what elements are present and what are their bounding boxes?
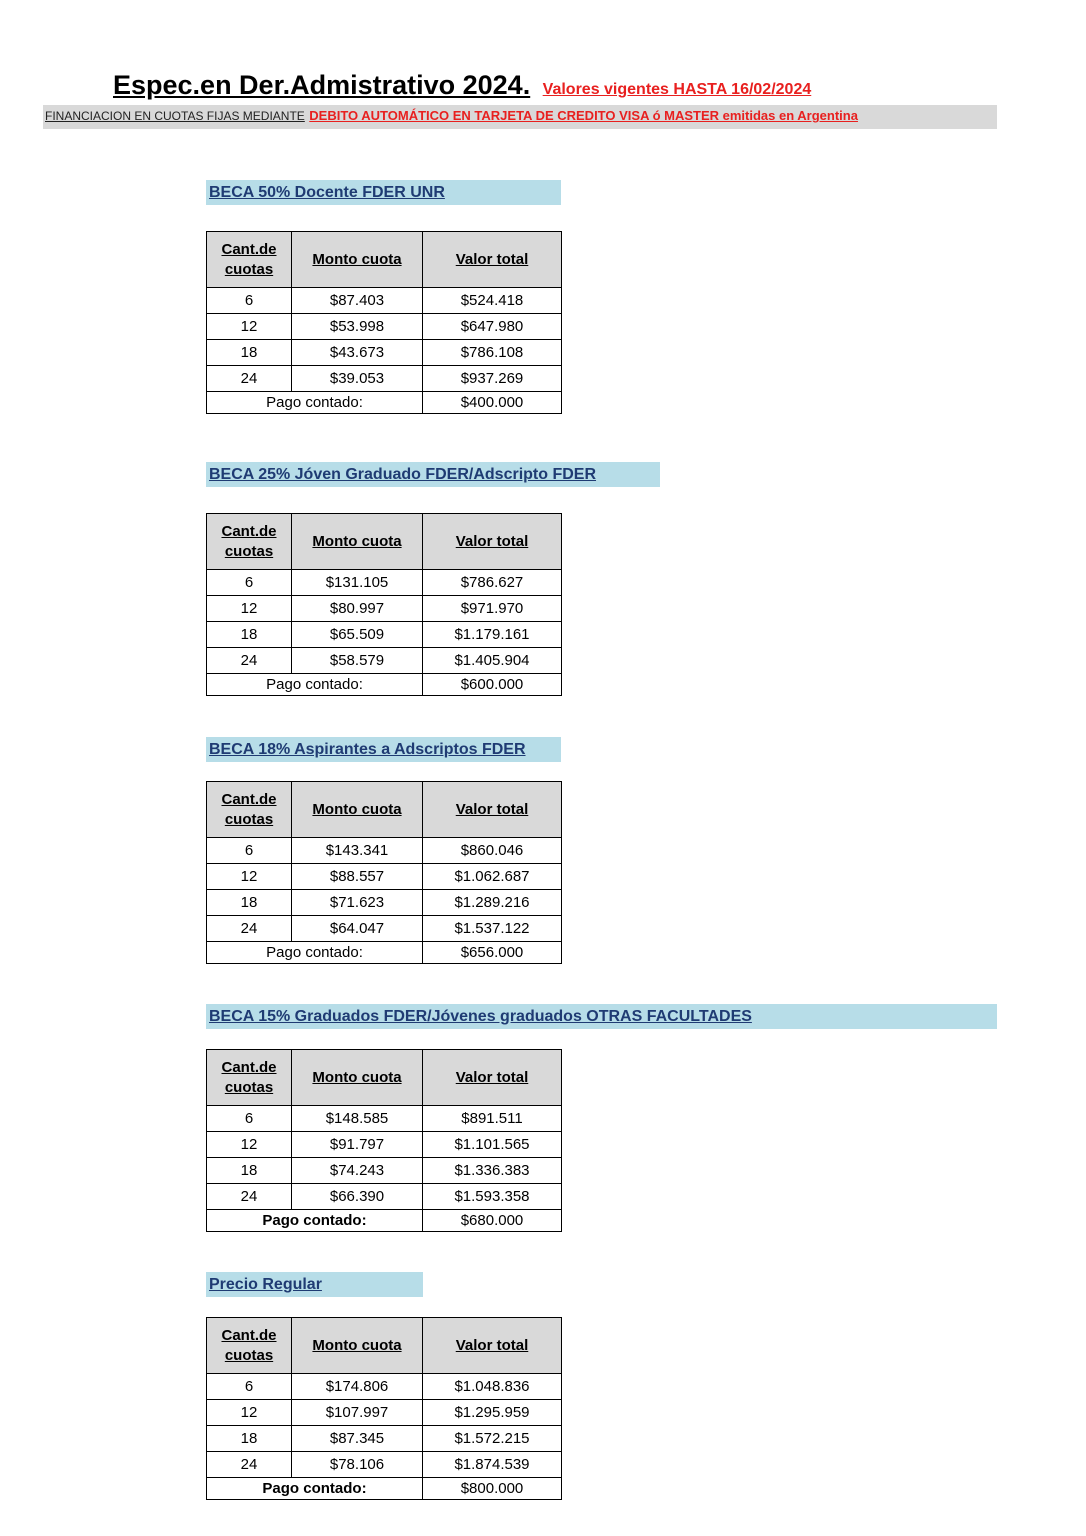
column-header-monto: Monto cuota (292, 514, 423, 570)
cell-cuotas: 24 (207, 366, 292, 392)
cell-monto: $71.623 (292, 890, 423, 916)
table-row (207, 1184, 562, 1210)
cell-cuotas: 12 (207, 596, 292, 622)
cell-monto: $88.557 (292, 864, 423, 890)
section-header-beca-50 (206, 180, 561, 205)
table-row (207, 314, 562, 340)
cell-cuotas: 18 (207, 622, 292, 648)
table-row (207, 890, 562, 916)
price-table-beca-15 (206, 1049, 562, 1232)
financing-banner (43, 105, 997, 129)
price-table-beca-50 (206, 231, 562, 414)
column-header-monto: Monto cuota (292, 1318, 423, 1374)
cell-monto: $43.673 (292, 340, 423, 366)
cell-monto: $66.390 (292, 1184, 423, 1210)
contado-row (207, 674, 562, 696)
cell-total: $1.405.904 (423, 648, 562, 674)
section-title: BECA 18% Aspirantes a Adscriptos FDER (209, 741, 526, 758)
column-header-monto: Monto cuota (292, 1050, 423, 1106)
cell-cuotas: 6 (207, 1374, 292, 1400)
cell-cuotas: 12 (207, 864, 292, 890)
table-header-row (207, 232, 562, 288)
column-header-total: Valor total (423, 1050, 562, 1106)
table-row (207, 648, 562, 674)
contado-value: $656.000 (423, 942, 562, 964)
contado-row (207, 942, 562, 964)
section-title: Precio Regular (209, 1276, 322, 1293)
column-header-monto: Monto cuota (292, 782, 423, 838)
cell-cuotas: 12 (207, 1132, 292, 1158)
document-header (113, 70, 811, 101)
table-row (207, 916, 562, 942)
section-header-beca-25 (206, 462, 660, 487)
table-header-row (207, 1050, 562, 1106)
contado-row (207, 1210, 562, 1232)
cell-cuotas: 18 (207, 890, 292, 916)
cell-cuotas: 12 (207, 314, 292, 340)
cell-monto: $143.341 (292, 838, 423, 864)
table-row (207, 288, 562, 314)
table-row (207, 1400, 562, 1426)
cell-total: $1.874.539 (423, 1452, 562, 1478)
table-header-row (207, 1318, 562, 1374)
cell-total: $1.336.383 (423, 1158, 562, 1184)
cell-total: $786.627 (423, 570, 562, 596)
table-row (207, 838, 562, 864)
cell-monto: $91.797 (292, 1132, 423, 1158)
cell-cuotas: 24 (207, 648, 292, 674)
column-header-cuotas: Cant.de cuotas (207, 232, 292, 288)
cell-monto: $131.105 (292, 570, 423, 596)
table-row (207, 340, 562, 366)
section-header-beca-15 (206, 1004, 997, 1029)
contado-value: $800.000 (423, 1478, 562, 1500)
section-header-precio-regular (206, 1272, 423, 1297)
cell-monto: $64.047 (292, 916, 423, 942)
cell-cuotas: 6 (207, 838, 292, 864)
cell-total: $1.572.215 (423, 1426, 562, 1452)
cell-cuotas: 6 (207, 570, 292, 596)
table-row (207, 570, 562, 596)
cell-monto: $65.509 (292, 622, 423, 648)
table-row (207, 1158, 562, 1184)
cell-monto: $87.345 (292, 1426, 423, 1452)
cell-monto: $107.997 (292, 1400, 423, 1426)
cell-monto: $58.579 (292, 648, 423, 674)
cell-total: $860.046 (423, 838, 562, 864)
validity-notice: Valores vigentes HASTA 16/02/2024 (542, 81, 812, 98)
table-row (207, 366, 562, 392)
table-row (207, 864, 562, 890)
section-title: BECA 15% Graduados FDER/Jóvenes graduados OTRAS FACULTADES (209, 1008, 752, 1025)
cell-total: $647.980 (423, 314, 562, 340)
cell-total: $1.179.161 (423, 622, 562, 648)
cell-total: $1.048.836 (423, 1374, 562, 1400)
column-header-total: Valor total (423, 1318, 562, 1374)
cell-monto: $87.403 (292, 288, 423, 314)
cell-cuotas: 24 (207, 916, 292, 942)
contado-row (207, 392, 562, 414)
cell-cuotas: 18 (207, 1158, 292, 1184)
contado-value: $400.000 (423, 392, 562, 414)
cell-monto: $148.585 (292, 1106, 423, 1132)
cell-total: $1.593.358 (423, 1184, 562, 1210)
cell-cuotas: 12 (207, 1400, 292, 1426)
cell-total: $524.418 (423, 288, 562, 314)
column-header-total: Valor total (423, 232, 562, 288)
financing-prefix: FINANCIACION EN CUOTAS FIJAS MEDIANTE (45, 109, 305, 123)
cell-cuotas: 6 (207, 1106, 292, 1132)
table-header-row (207, 782, 562, 838)
financing-highlight: DEBITO AUTOMÁTICO EN TARJETA DE CREDITO VISA ó MASTER emitidas en Argentina (309, 108, 858, 123)
cell-total: $971.970 (423, 596, 562, 622)
section-header-beca-18 (206, 737, 561, 762)
cell-total: $1.101.565 (423, 1132, 562, 1158)
contado-label: Pago contado: (207, 392, 423, 414)
cell-monto: $53.998 (292, 314, 423, 340)
section-title: BECA 50% Docente FDER UNR (209, 184, 445, 201)
column-header-cuotas: Cant.de cuotas (207, 782, 292, 838)
cell-cuotas: 18 (207, 340, 292, 366)
column-header-total: Valor total (423, 782, 562, 838)
price-table-beca-18 (206, 781, 562, 964)
table-row (207, 1426, 562, 1452)
cell-total: $891.511 (423, 1106, 562, 1132)
contado-label: Pago contado: (207, 1478, 423, 1500)
cell-total: $1.062.687 (423, 864, 562, 890)
cell-total: $1.289.216 (423, 890, 562, 916)
price-table-precio-regular (206, 1317, 562, 1500)
cell-total: $937.269 (423, 366, 562, 392)
table-row (207, 596, 562, 622)
cell-monto: $39.053 (292, 366, 423, 392)
column-header-total: Valor total (423, 514, 562, 570)
table-row (207, 1132, 562, 1158)
cell-cuotas: 24 (207, 1452, 292, 1478)
contado-label: Pago contado: (207, 942, 423, 964)
contado-value: $680.000 (423, 1210, 562, 1232)
table-row (207, 622, 562, 648)
column-header-cuotas: Cant.de cuotas (207, 1050, 292, 1106)
contado-label: Pago contado: (207, 1210, 423, 1232)
contado-value: $600.000 (423, 674, 562, 696)
cell-monto: $80.997 (292, 596, 423, 622)
document-title: Espec.en Der.Admistrativo 2024. (113, 70, 531, 100)
table-header-row (207, 514, 562, 570)
table-row (207, 1452, 562, 1478)
cell-cuotas: 6 (207, 288, 292, 314)
table-row (207, 1374, 562, 1400)
cell-total: $786.108 (423, 340, 562, 366)
column-header-cuotas: Cant.de cuotas (207, 1318, 292, 1374)
table-row (207, 1106, 562, 1132)
cell-cuotas: 18 (207, 1426, 292, 1452)
contado-row (207, 1478, 562, 1500)
cell-cuotas: 24 (207, 1184, 292, 1210)
column-header-cuotas: Cant.de cuotas (207, 514, 292, 570)
section-title: BECA 25% Jóven Graduado FDER/Adscripto FDER (209, 466, 597, 483)
price-table-beca-25 (206, 513, 562, 696)
cell-monto: $78.106 (292, 1452, 423, 1478)
cell-total: $1.537.122 (423, 916, 562, 942)
cell-monto: $74.243 (292, 1158, 423, 1184)
column-header-monto: Monto cuota (292, 232, 423, 288)
cell-monto: $174.806 (292, 1374, 423, 1400)
cell-total: $1.295.959 (423, 1400, 562, 1426)
contado-label: Pago contado: (207, 674, 423, 696)
